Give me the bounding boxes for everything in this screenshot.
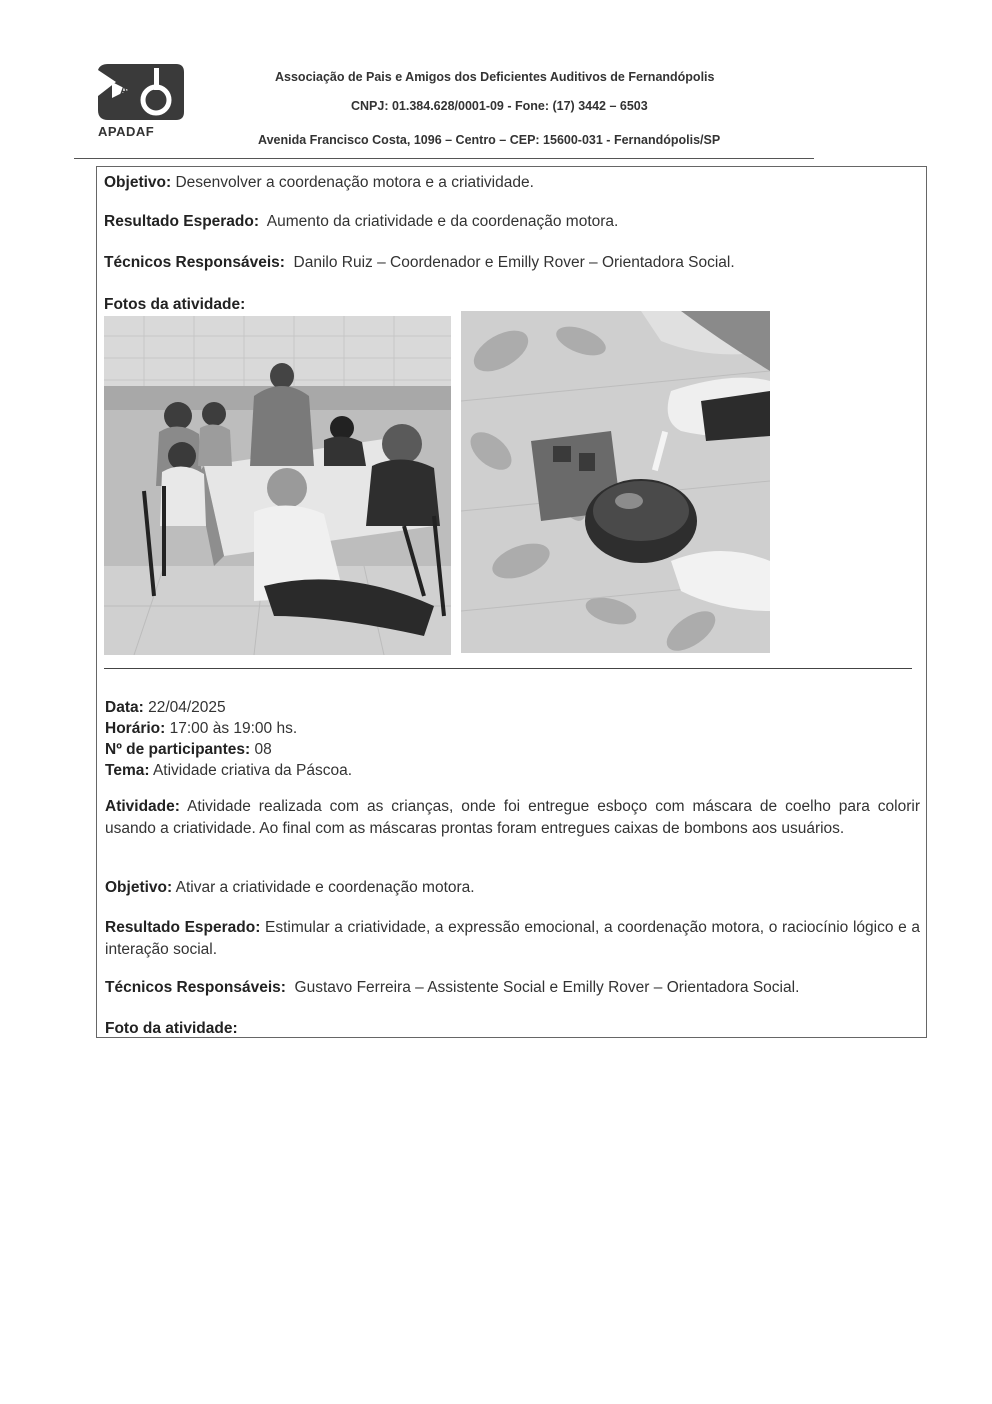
photos-label: Fotos da atividade: — [104, 296, 246, 313]
technicians-value: Danilo Ruiz – Coordenador e Emilly Rover – Orientadora Social. — [293, 254, 735, 271]
activity-photo-painting — [461, 311, 770, 653]
photo2-heading — [105, 1020, 238, 1038]
objective2-value: Ativar a criatividade e coordenação motora. — [175, 879, 475, 896]
technicians2-value: Gustavo Ferreira – Assistente Social e Emilly Rover – Orientadora Social. — [294, 979, 800, 996]
organization-address: Avenida Francisco Costa, 1096 – Centro – CEP: 15600-031 - Fernandópolis/SP — [258, 133, 721, 147]
time-line — [105, 718, 297, 739]
theme-value: Atividade criativa da Páscoa. — [152, 762, 352, 779]
expected-result2-value: Estimular a criatividade, a expressão emocional, a coordenação motora, o raciocínio lógico e a interação social. — [105, 919, 920, 958]
time-label: Horário: — [105, 720, 166, 737]
activity-label: Atividade: — [105, 798, 180, 815]
activity-paragraph — [105, 796, 920, 840]
objective-label: Objetivo: — [104, 174, 172, 191]
expected-result2-paragraph — [105, 917, 920, 961]
expected-result-label: Resultado Esperado: — [104, 213, 260, 230]
expected-result-value: Aumento da criatividade e da coordenação motora. — [266, 213, 619, 230]
logo-label: APADAF — [98, 124, 155, 139]
theme-label: Tema: — [105, 762, 150, 779]
activity-value: Atividade realizada com as crianças, onde foi entregue esboço com máscara de coelho para colorir usando a criatividade. Ao final com as máscaras prontas foram entregues caixas de bombons aos usuários. — [105, 798, 920, 837]
objective2-line — [105, 879, 475, 897]
technicians-label: Técnicos Responsáveis: — [104, 254, 285, 271]
organization-contact: CNPJ: 01.384.628/0001-09 - Fone: (17) 3442 – 6503 — [351, 99, 648, 113]
technicians-line — [104, 254, 735, 272]
objective-line — [104, 174, 534, 192]
objective-value: Desenvolver a coordenação motora e a criatividade. — [175, 174, 534, 191]
date-line — [105, 697, 226, 718]
section-divider — [104, 668, 912, 669]
photo2-label: Foto da atividade: — [105, 1020, 238, 1037]
technicians2-line — [105, 979, 799, 997]
svg-text:A: A — [120, 85, 128, 97]
theme-line — [105, 760, 352, 781]
expected-result2-label: Resultado Esperado: — [105, 919, 261, 936]
participants-value: 08 — [254, 741, 272, 758]
date-label: Data: — [105, 699, 144, 716]
objective2-label: Objetivo: — [105, 879, 173, 896]
participants-label: Nº de participantes: — [105, 741, 251, 758]
organization-name: Associação de Pais e Amigos dos Deficientes Auditivos de Fernandópolis — [275, 70, 715, 84]
activity-photo-children-table — [104, 316, 451, 655]
date-value: 22/04/2025 — [148, 699, 226, 716]
technicians2-label: Técnicos Responsáveis: — [105, 979, 286, 996]
participants-line — [105, 739, 272, 760]
expected-result-line — [104, 213, 618, 231]
photos-heading — [104, 296, 245, 314]
time-value: 17:00 às 19:00 hs. — [169, 720, 298, 737]
header-divider — [74, 158, 814, 159]
